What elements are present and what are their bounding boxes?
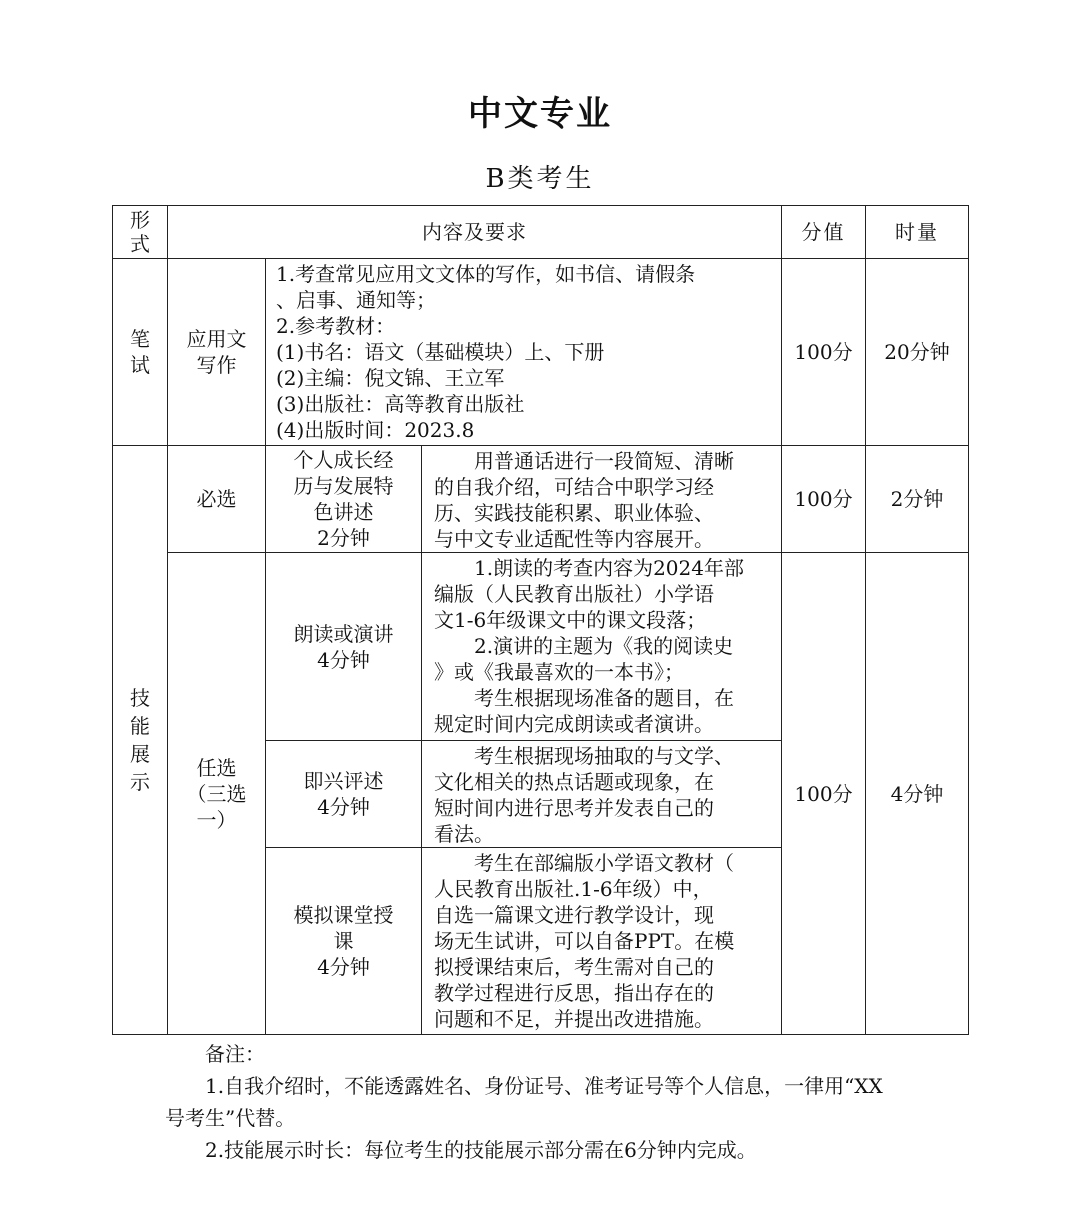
required-score: 100分 bbox=[794, 487, 853, 511]
optional-category-line: 一） bbox=[196, 807, 237, 832]
table-border-right bbox=[968, 205, 969, 1035]
header-form-char: 形 bbox=[130, 208, 150, 232]
optional-item-name-line: 4分钟 bbox=[317, 795, 370, 819]
required-content-line: 的自我介绍，可结合中职学习经 bbox=[434, 475, 714, 499]
required-content-line: 与中文专业适配性等内容展开。 bbox=[434, 527, 714, 551]
written-category-line: 应用文 bbox=[186, 327, 247, 351]
written-category-line: 写作 bbox=[196, 353, 237, 377]
notes bbox=[165, 1040, 883, 1164]
optional-item-name-line: 朗读或演讲 bbox=[293, 621, 394, 646]
header-content: 内容及要求 bbox=[422, 220, 527, 244]
optional-category-line: （三选 bbox=[186, 781, 247, 806]
header-score: 分值 bbox=[801, 220, 846, 244]
required-content-line: 用普通话进行一段简短、清晰 bbox=[474, 449, 734, 473]
optional-item-content-line: 编版（人民教育出版社）小学语 bbox=[434, 582, 714, 606]
optional-category bbox=[168, 553, 265, 1034]
required-content-line: 历、实践技能积累、职业体验、 bbox=[434, 501, 714, 525]
skills-form bbox=[113, 446, 167, 1034]
optional-item-content bbox=[422, 741, 781, 847]
required-content bbox=[422, 446, 781, 552]
written-content-line: 2.参考教材： bbox=[276, 314, 396, 338]
optional-score: 100分 bbox=[794, 781, 853, 806]
optional-item-content-line: 1.朗读的考查内容为2024年部 bbox=[474, 556, 744, 580]
optional-item-content-line: 短时间内进行思考并发表自己的 bbox=[434, 796, 714, 820]
optional-item-content-line: 问题和不足，并提出改进措施。 bbox=[434, 1007, 714, 1031]
notes-line: 2.技能展示时长：每位考生的技能展示部分需在6分钟内完成。 bbox=[205, 1138, 757, 1162]
optional-item-content-line: 人民教育出版社.1-6年级）中， bbox=[434, 877, 713, 901]
notes-heading: 备注： bbox=[205, 1042, 265, 1066]
page-title: 中文专业 bbox=[468, 94, 612, 134]
written-score: 100分 bbox=[794, 340, 853, 364]
optional-category-line: 任选 bbox=[196, 755, 237, 780]
optional-item-content-line: 规定时间内完成朗读或者演讲。 bbox=[434, 712, 714, 736]
required-item-line: 历与发展特 bbox=[293, 474, 394, 498]
optional-item-content-line: 考生在部编版小学语文教材（ bbox=[474, 851, 734, 875]
written-content-line: 、启事、通知等； bbox=[276, 288, 436, 312]
optional-item-name bbox=[266, 848, 421, 1034]
skills-form-char: 示 bbox=[130, 770, 150, 794]
optional-item-content bbox=[422, 848, 781, 1034]
optional-item-content-line: 考生根据现场准备的题目，在 bbox=[474, 686, 734, 710]
optional-item-content-line: 文1-6年级课文中的课文段落； bbox=[434, 608, 707, 632]
optional-item-content bbox=[422, 553, 781, 740]
notes-line: 1.自我介绍时，不能透露姓名、身份证号、准考证号等个人信息，一律用“XX bbox=[205, 1074, 883, 1098]
required-time: 2分钟 bbox=[890, 487, 944, 511]
optional-item-content-line: 》或《我最喜欢的一本书》； bbox=[434, 660, 684, 684]
written-form-char: 笔 bbox=[130, 327, 150, 351]
optional-item-content-line: 教学过程进行反思，指出存在的 bbox=[434, 981, 714, 1005]
optional-item-content-line: 自选一篇课文进行教学设计，现 bbox=[434, 903, 714, 927]
optional-item-name bbox=[266, 741, 421, 847]
table-border-bottom bbox=[112, 1034, 969, 1035]
optional-item-content-line: 场无生试讲，可以自备PPT。在模 bbox=[434, 929, 735, 953]
optional-item-content-line: 看法。 bbox=[434, 822, 494, 846]
written-form bbox=[113, 259, 167, 445]
optional-item-content-line: 文化相关的热点话题或现象，在 bbox=[434, 770, 714, 794]
optional-item-content-line: 考生根据现场抽取的与文学、 bbox=[474, 744, 734, 768]
optional-item-name-line: 即兴评述 bbox=[303, 769, 384, 793]
skills-form-char: 能 bbox=[130, 714, 150, 738]
skills-form-char: 展 bbox=[130, 742, 150, 766]
written-category bbox=[168, 259, 265, 445]
header-form bbox=[113, 206, 167, 258]
skills-form-char: 技 bbox=[130, 686, 150, 710]
optional-item-content-line: 2.演讲的主题为《我的阅读史 bbox=[474, 634, 734, 658]
written-content-line: (1)书名：语文（基础模块）上、下册 bbox=[276, 340, 605, 364]
optional-item-name-line: 模拟课堂授 bbox=[293, 903, 394, 927]
written-form-char: 试 bbox=[130, 353, 150, 377]
written-content bbox=[266, 259, 781, 445]
written-time: 20分钟 bbox=[884, 340, 950, 364]
required-category: 必选 bbox=[196, 487, 237, 511]
optional-item-name-line: 4分钟 bbox=[317, 647, 370, 672]
required-item bbox=[266, 446, 421, 552]
header-time: 时量 bbox=[895, 220, 939, 244]
required-item-line: 2分钟 bbox=[317, 526, 370, 550]
optional-item-name-line: 课 bbox=[333, 929, 354, 953]
optional-item-name bbox=[266, 553, 421, 740]
optional-item-name-line: 4分钟 bbox=[317, 955, 370, 979]
required-item-line: 个人成长经 bbox=[293, 448, 394, 472]
header-form-char: 式 bbox=[130, 232, 150, 256]
notes-line: 号考生”代替。 bbox=[165, 1106, 296, 1130]
written-content-line: (4)出版时间：2023.8 bbox=[276, 418, 475, 442]
optional-time: 4分钟 bbox=[890, 781, 944, 806]
page-subtitle: B类考生 bbox=[485, 164, 595, 194]
written-content-line: (3)出版社：高等教育出版社 bbox=[276, 392, 525, 416]
optional-item-content-line: 拟授课结束后，考生需对自己的 bbox=[434, 955, 714, 979]
written-content-line: 1.考查常见应用文文体的写作，如书信、请假条 bbox=[276, 262, 696, 286]
written-content-line: (2)主编：倪文锦、王立军 bbox=[276, 366, 505, 390]
required-item-line: 色讲述 bbox=[313, 500, 374, 524]
